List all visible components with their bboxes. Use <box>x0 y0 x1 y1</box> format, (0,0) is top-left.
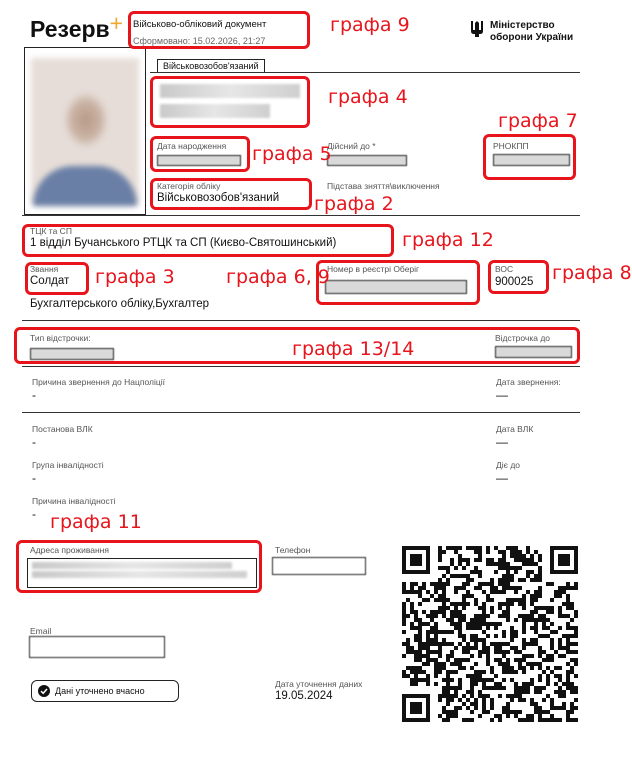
disability-reason-label: Причина інвалідності <box>32 496 116 506</box>
category-value: Військовозобов'язаний <box>157 192 280 204</box>
check-circle-icon <box>38 685 50 697</box>
birth-date-label: Дата народження <box>157 141 227 151</box>
tck-label: ТЦК та СП <box>30 226 72 236</box>
annotation-grafa-4: графа 4 <box>328 86 408 108</box>
address-label: Адреса проживання <box>30 545 109 555</box>
valid-until-value: — <box>496 471 508 485</box>
update-date-label: Дата уточнення даних <box>275 679 363 689</box>
annotation-grafa-3: графа 3 <box>95 266 175 288</box>
qr-finder-1-2 <box>558 554 570 566</box>
annotation-grafa-13-14: графа 13/14 <box>292 338 415 360</box>
email-label: Email <box>30 626 52 636</box>
divider-1 <box>22 215 580 216</box>
vlk-value: - <box>32 435 36 449</box>
deferment-type-label: Тип відстрочки: <box>30 333 91 343</box>
box-grafa-2 <box>150 178 312 210</box>
ministry-name-2: оборони України <box>490 32 574 43</box>
phone-label: Телефон <box>275 545 311 555</box>
annotation-grafa-8: графа 8 <box>552 262 632 284</box>
annotation-grafa-9: графа 9 <box>330 14 410 36</box>
updated-badge <box>31 680 179 702</box>
email-blurred <box>29 636 165 658</box>
tck-value: 1 відділ Бучанського РТЦК та СП (Києво-Святошинський) <box>30 237 337 249</box>
box-grafa-12 <box>22 224 394 257</box>
qr-finder-2-2 <box>410 702 422 714</box>
box-grafa-7 <box>483 134 576 180</box>
valid-blurred <box>327 155 407 166</box>
ministry-trident-icon <box>470 20 484 38</box>
box-grafa-9 <box>128 11 310 49</box>
divider-4 <box>22 412 580 413</box>
vlk-date-value: — <box>496 435 508 449</box>
doc-title: Військово-обліковий документ <box>133 19 267 30</box>
rank-label: Звання <box>30 264 59 274</box>
valid-until-label: Діє до <box>496 460 521 470</box>
brand-name: Резерв <box>30 16 110 42</box>
appeal-date-value: — <box>496 388 508 402</box>
brand-plus: + <box>109 10 124 36</box>
disability-group-label: Група інвалідності <box>32 460 104 470</box>
annotation-grafa-2: графа 2 <box>314 193 394 215</box>
phone-blurred <box>272 557 366 575</box>
removal-basis-label: Підстава зняття\виключення <box>327 181 440 191</box>
divider-2 <box>22 320 580 321</box>
annotation-grafa-6-9: графа 6, 9 <box>226 266 330 288</box>
generated-stamp: Сформовано: 15.02.2026, 21:27 <box>133 36 266 46</box>
box-grafa-4 <box>150 76 310 128</box>
annotation-grafa-5: графа 5 <box>252 143 332 165</box>
rnokpp-label: РНОКПП <box>493 141 529 151</box>
annotation-grafa-7: графа 7 <box>498 110 578 132</box>
update-date-value: 19.05.2024 <box>275 690 333 702</box>
deferment-until-label: Відстрочка до <box>495 333 551 343</box>
qr-code <box>402 546 578 722</box>
ministry-name-1: Міністерство <box>490 20 555 31</box>
vos-label: ВОС <box>495 264 514 274</box>
box-grafa-5 <box>150 136 250 172</box>
status-tab: Військовозобов'язаний <box>157 59 265 72</box>
police-reason-label: Причина звернення до Нацполіції <box>32 377 165 387</box>
updated-badge-text: Дані уточнено вчасно <box>55 686 145 696</box>
registry-label: Номер в реєстрі Оберіг <box>327 264 420 274</box>
category-label: Категорія обліку <box>157 181 221 191</box>
box-grafa-8 <box>488 260 549 294</box>
divider-3 <box>22 366 580 367</box>
brand-logo <box>30 10 124 43</box>
disability-group-value: - <box>32 471 36 485</box>
rank-value: Солдат <box>30 275 70 287</box>
tab-underline <box>150 72 580 73</box>
box-grafa-11 <box>16 540 262 593</box>
box-grafa-3 <box>25 262 89 295</box>
vlk-label: Постанова ВЛК <box>32 424 93 434</box>
disability-reason-value: - <box>32 507 36 521</box>
police-reason-value: - <box>32 388 36 402</box>
vlk-date-label: Дата ВЛК <box>496 424 534 434</box>
annotation-grafa-11: графа 11 <box>50 511 142 533</box>
specialty-value: Бухгалтерського обліку,Бухгалтер <box>30 298 210 310</box>
annotation-grafa-12: графа 12 <box>402 229 494 251</box>
qr-finder-0-2 <box>410 554 422 566</box>
appeal-date-label: Дата звернення: <box>496 377 561 387</box>
photo-frame <box>24 47 146 215</box>
box-grafa-6-9 <box>316 260 480 305</box>
valid-label: Дійсний до * <box>327 141 376 151</box>
vos-value: 900025 <box>495 276 534 288</box>
